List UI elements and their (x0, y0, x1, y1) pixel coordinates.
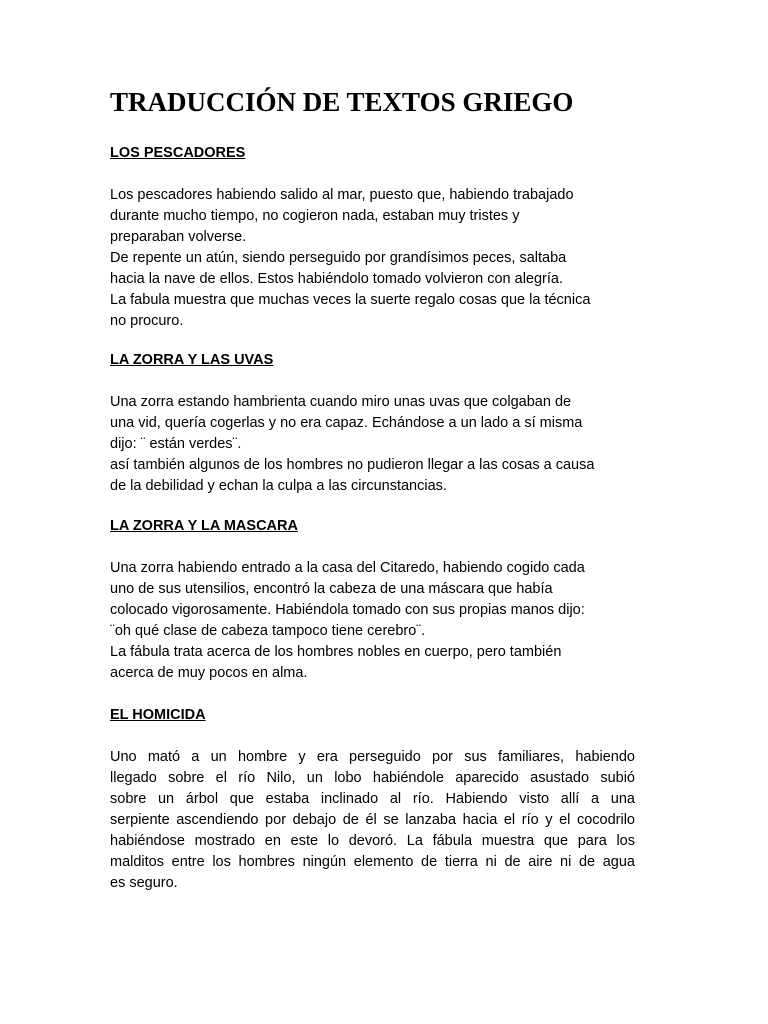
text-line: así también algunos de los hombres no pudieron llegar a las cosas a causa (110, 457, 595, 473)
section-body (110, 747, 635, 894)
text-line: malditos entre los hombres ningún elemento de tierra ni de aire ni de agua (110, 854, 635, 870)
text-line: hacia la nave de ellos. Estos habiéndolo tomado volvieron con alegría. (110, 271, 564, 287)
text-line: de la debilidad y echan la culpa a las circunstancias. (110, 478, 447, 494)
text-line: ¨oh qué clase de cabeza tampoco tiene cerebro¨. (110, 623, 426, 639)
section-body (110, 185, 635, 332)
text-line: Uno mató a un hombre y era perseguido por sus familiares, habiendo (110, 749, 635, 765)
document-title: TRADUCCIÓN DE TEXTOS GRIEGO (110, 87, 574, 117)
text-line: uno de sus utensilios, encontró la cabeza de una máscara que había (110, 581, 553, 597)
text-line: dijo: ¨ están verdes¨. (110, 436, 242, 452)
text-line: Los pescadores habiendo salido al mar, puesto que, habiendo trabajado (110, 187, 574, 203)
section-heading: LOS PESCADORES (110, 145, 246, 161)
section-la-zorra-y-la-mascara (110, 516, 635, 684)
section-body (110, 392, 635, 497)
text-line: una vid, quería cogerlas y no era capaz. Echándose a un lado a sí misma (110, 415, 583, 431)
text-line: La fábula trata acerca de los hombres nobles en cuerpo, pero también (110, 644, 562, 660)
text-line: habiéndose mostrado en este lo devoró. La fábula muestra que para los (110, 833, 635, 849)
section-la-zorra-y-las-uvas (110, 350, 635, 497)
text-line: no procuro. (110, 313, 184, 329)
section-heading: LA ZORRA Y LA MASCARA (110, 518, 298, 534)
section-el-homicida (110, 705, 635, 894)
section-heading: EL HOMICIDA (110, 707, 206, 723)
section-los-pescadores (110, 143, 635, 332)
text-line: La fabula muestra que muchas veces la suerte regalo cosas que la técnica (110, 292, 591, 308)
text-line: serpiente ascendiendo por debajo de él se lanzaba hacia el río y el cocodrilo (110, 812, 635, 828)
text-line: acerca de muy pocos en alma. (110, 665, 308, 681)
text-line: De repente un atún, siendo perseguido por grandísimos peces, saltaba (110, 250, 567, 266)
text-line: llegado sobre el río Nilo, un lobo habiéndole aparecido asustado subió (110, 770, 635, 786)
text-line: Una zorra estando hambrienta cuando miro unas uvas que colgaban de (110, 394, 572, 410)
section-heading: LA ZORRA Y LAS UVAS (110, 352, 274, 368)
text-line: Una zorra habiendo entrado a la casa del Citaredo, habiendo cogido cada (110, 560, 585, 576)
text-line: durante mucho tiempo, no cogieron nada, estaban muy tristes y (110, 208, 520, 224)
text-line: colocado vigorosamente. Habiéndola tomado con sus propias manos dijo: (110, 602, 585, 618)
text-line: sobre un árbol que estaba inclinado al río. Habiendo visto allí a una (110, 791, 635, 807)
text-line: preparaban volverse. (110, 229, 247, 245)
text-line: es seguro. (110, 875, 178, 891)
section-body (110, 558, 635, 684)
